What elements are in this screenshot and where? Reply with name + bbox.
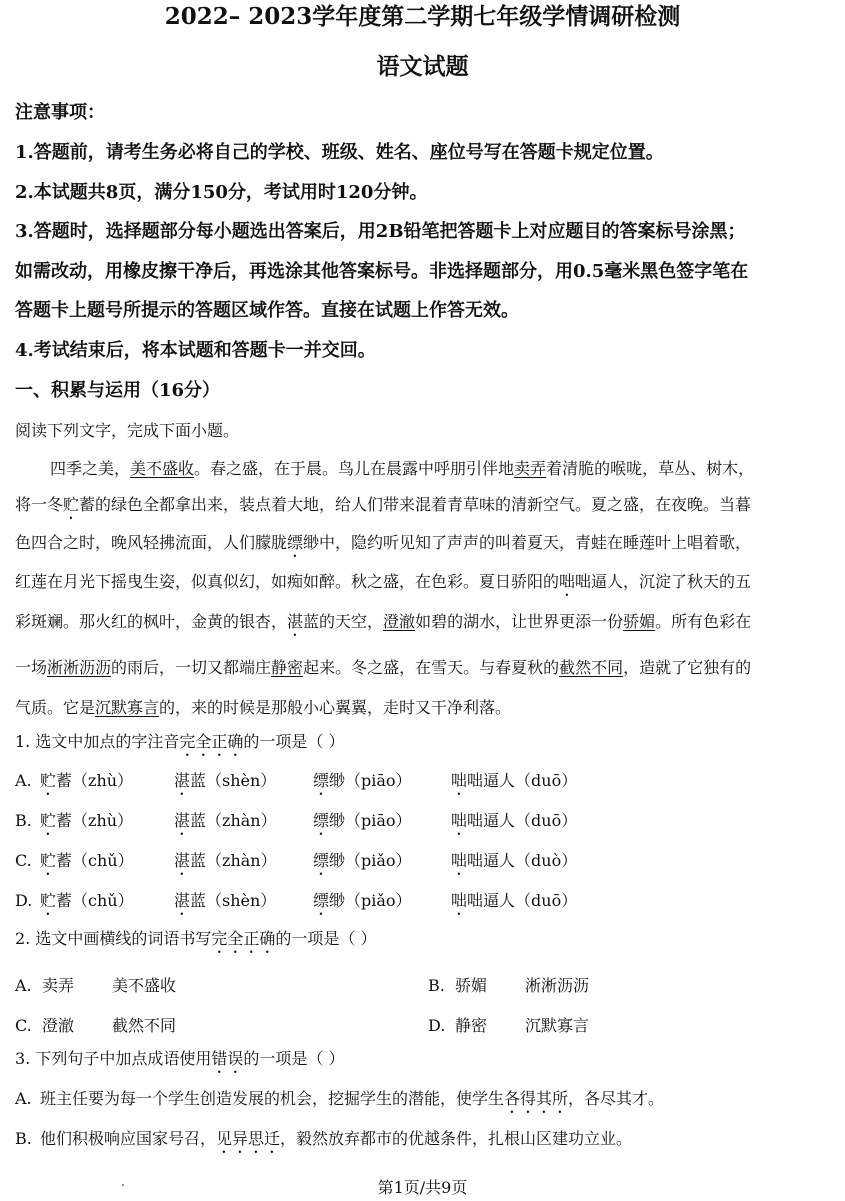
passage-line: 色四合之时，晚风轻拂流面，人们朦胧缥缈中，隐约听见知了声声的叫着夏天，青蛙在睡莲叶上唱着歌， (15, 533, 752, 552)
passage-line: 彩斑斓。那火红的枫叶，金黄的银杏，湛蓝的天空，澄澈如碧的湖水，让世界更添一份骄媚。所有色彩在 (15, 612, 752, 631)
notice-item-3-cont2: 答题卡上题号所提示的答题区域作答。直接在试题上作答无效。 (15, 300, 519, 321)
underlined-word: 淅淅沥沥 (47, 658, 112, 677)
exam-page: 2022– 2023学年度第二学期七年级学情调研检测 语文试题 注意事项： 1.答题前，请考生务必将自己的学校、班级、姓名、座位号写在答题卡规定位置。 2.本试题共8页，满分150分，考试用时120分钟。 3.答题时，选择题部分每小题选出答案后，用2B铅笔把答题卡上对应题目的答案标号涂黑； 如需改动，用橡皮擦干净后，再选涂其他答案标号。非选择题部分，用0.5毫米黑色签字笔在 答题卡上题号所提示的答题区域作答。直接在试题上作答无效。 4.考试结束后，将本试题和答题卡一并交回。 一、积累与运用（16分） 阅读下列文字，完成下面小题。 四季之美，美不盛收。春之盛，在于晨。鸟儿在晨露中呼朋引伴地卖弄着清脆的喉咙，草丛、树木， 将一冬贮蓄的绿色全都拿出来，装点着大地，给人们带来混着青草味的清新空气。夏之盛，在夜晚。当暮 色四合之时，晚风轻拂流面，人们朦胧缥缈中，隐约听见知了声声的叫着夏天，青蛙在睡莲叶上唱着歌， 红莲在月光下摇曳生姿，似真似幻，如痴如醉。秋之盛，在色彩。夏日骄阳的咄咄逼人，沉淀了秋天的五 彩斑斓。那火红的枫叶，金黄的银杏，湛蓝的天空，澄澈如碧的湖水，让世界更添一份骄媚。所有色彩在 一场淅淅沥沥的雨后，一切又都端庄静密起来。冬之盛，在雪天。与春夏秋的截然不同，造就了它独有的 气质。它是沉默寡言的，来的时候是那般小心翼翼，走时又干净利落。 1. 选文中加点的字注音完全正确的一项是（ ） A. 贮蓄（zhù） 湛蓝（shèn） 缥缈（piāo） 咄咄逼人（duō） B. 贮蓄（zhù） 湛蓝（zhàn） 缥缈（piāo） 咄咄逼人（duō） C. 贮蓄（chǔ） 湛蓝（zhàn） 缥缈（piǎo） 咄咄逼人（duò） D. 贮蓄（chǔ） 湛蓝（shèn） 缥缈（piǎo） 咄咄逼人（duō） 2. 选文中画横线的词语书写完全正确的一项是（ ） A. 卖弄 美不盛收 B. 骄媚 淅淅沥沥 C. 澄澈 截然不同 D. 静密 沉默寡言 3. 下列句子中加点成语使用错误的一项是（ ） A. 班主任要为每一个学生创造发展的机会，挖掘学生的潜能，使学生各得其所，各尽其才。 B. 他们积极响应国家号召，见异思迁，毅然放弃都市的优越条件，扎根山区建功立业。 第1页/共9页 (0, 0, 845, 1201)
underlined-word: 静密 (271, 658, 304, 677)
dotted-char: 咄 (559, 572, 576, 591)
exam-title: 2022– 2023学年度第二学期七年级学情调研检测 (164, 3, 681, 30)
dotted-phrase: 完全正确 (179, 732, 244, 751)
question-2-stem: 2. 选文中画横线的词语书写完全正确的一项是（ ） (15, 929, 377, 948)
underlined-word: 美不盛收 (130, 459, 195, 478)
passage-line: 红莲在月光下摇曳生姿，似真似幻，如痴如醉。秋之盛，在色彩。夏日骄阳的咄咄逼人，沉淀了秋天的五 (15, 572, 752, 591)
dotted-char: 湛 (287, 612, 304, 631)
dotted-char: 缥 (287, 533, 304, 552)
exam-subtitle: 语文试题 (376, 53, 469, 80)
page-number: 第1页/共9页 (377, 1178, 468, 1197)
dotted-phrase: 错误 (211, 1049, 244, 1068)
underlined-word: 沉默寡言 (95, 698, 160, 717)
section-instruction: 阅读下列文字，完成下面小题。 (15, 421, 240, 440)
underlined-word: 截然不同 (559, 658, 624, 677)
passage-line: 四季之美，美不盛收。春之盛，在于晨。鸟儿在晨露中呼朋引伴地卖弄着清脆的喉咙，草丛、树木， (50, 459, 755, 478)
question-1-stem: 1. 选文中加点的字注音完全正确的一项是（ ） (15, 732, 345, 751)
underlined-word: 卖弄 (514, 459, 547, 478)
underlined-word: 澄澈 (383, 612, 416, 631)
passage-line: 将一冬贮蓄的绿色全都拿出来，装点着大地，给人们带来混着青草味的清新空气。夏之盛，在夜晚。当暮 (15, 495, 752, 514)
underlined-word: 骄媚 (623, 612, 656, 631)
passage-line: 一场淅淅沥沥的雨后，一切又都端庄静密起来。冬之盛，在雪天。与春夏秋的截然不同，造就了它独有的 (15, 658, 752, 677)
question-3-stem: 3. 下列句子中加点成语使用错误的一项是（ ） (15, 1049, 345, 1068)
notice-heading: 注意事项： (15, 102, 105, 123)
passage-line: 气质。它是沉默寡言的，来的时候是那般小心翼翼，走时又干净利落。 (15, 698, 512, 717)
dotted-phrase: 完全正确 (211, 929, 276, 948)
notice-item-1: 1.答题前，请考生务必将自己的学校、班级、姓名、座位号写在答题卡规定位置。 (15, 142, 664, 163)
notice-item-2: 2.本试题共8页，满分150分，考试用时120分钟。 (15, 182, 428, 203)
notice-item-3: 3.答题时，选择题部分每小题选出答案后，用2B铅笔把答题卡上对应题目的答案标号涂黑； (15, 221, 746, 242)
section-heading: 一、积累与运用（16分） (15, 380, 221, 401)
dotted-idiom: 见异思迁 (216, 1129, 281, 1148)
notice-item-3-cont: 如需改动，用橡皮擦干净后，再选涂其他答案标号。非选择题部分，用0.5毫米黑色签字笔在 (15, 261, 749, 282)
notice-item-4: 4.考试结束后，将本试题和答题卡一并交回。 (15, 340, 376, 361)
dotted-idiom: 各得其所 (504, 1089, 569, 1108)
dotted-char: 贮 (63, 495, 80, 514)
